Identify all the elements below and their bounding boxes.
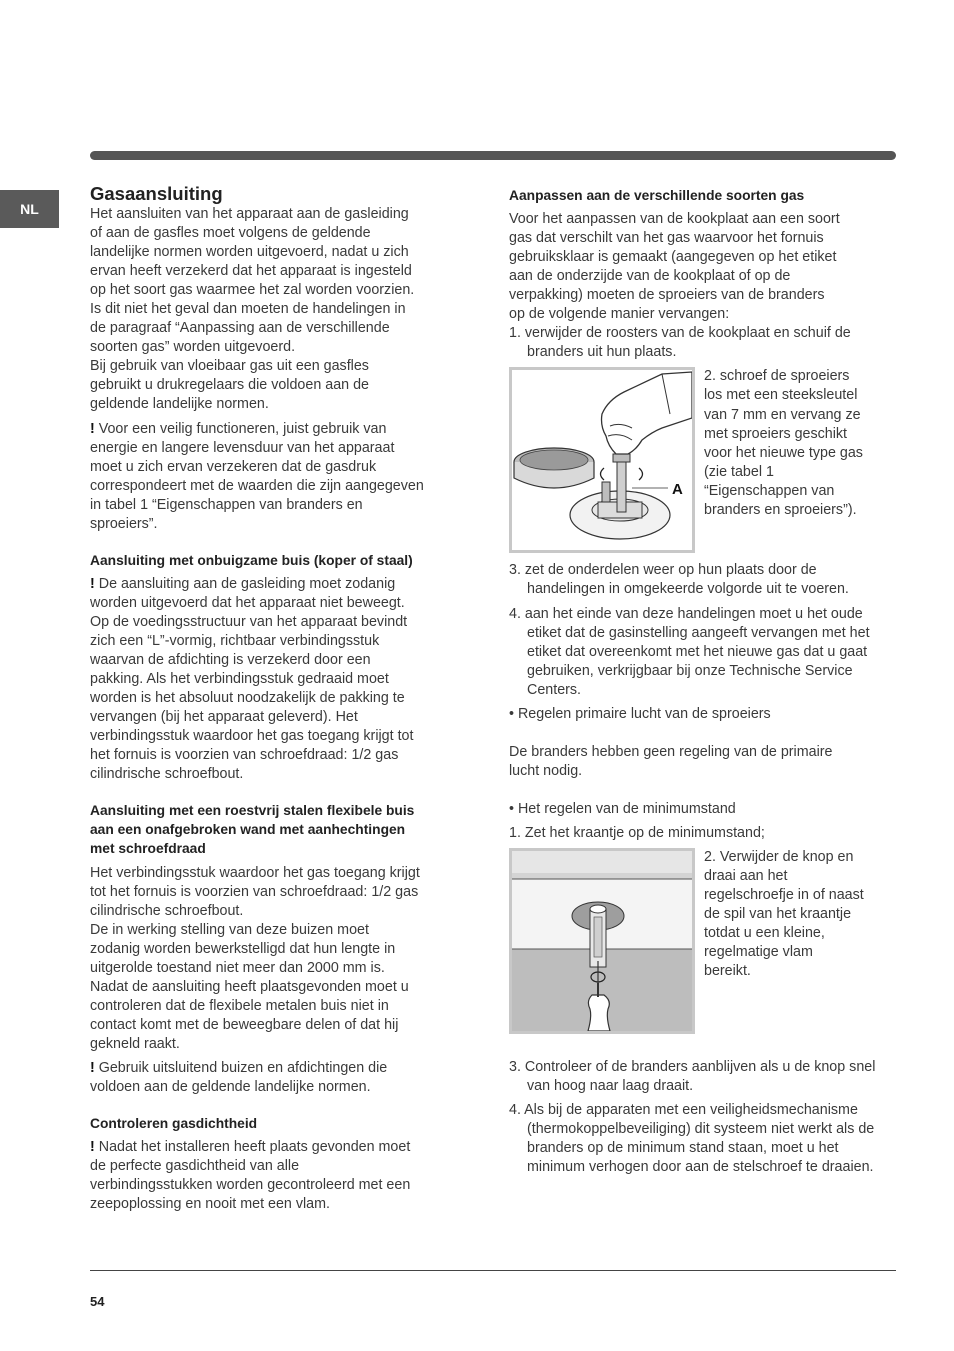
- text-line: gekneld raakt.: [90, 1035, 180, 1052]
- text-line: of aan de gasfles moet volgens de geldende: [90, 225, 371, 242]
- section-rigid-body: [90, 575, 466, 785]
- text-line: (zie tabel 1: [704, 463, 774, 480]
- page-number: 54: [90, 1294, 105, 1309]
- text-line: 2. Verwijder de knop en: [704, 848, 854, 865]
- valve-drawing: [512, 851, 692, 1031]
- min-step-3: 3. Controleer of de branders aanblijven als u de knop snel van hoog naar laag draait.: [509, 1058, 876, 1095]
- text-line: worden uitgevoerd dat het apparaat niet beweegt.: [90, 594, 405, 611]
- text-line: Is dit niet het geval dan moeten de handelingen in: [90, 301, 406, 318]
- text-line: cilindrische schroefbout.: [90, 902, 244, 919]
- text-line: cilindrische schroefbout.: [90, 766, 244, 783]
- text-line: zeepoplossing en nooit met een vlam.: [90, 1196, 331, 1213]
- warning-pressure: [90, 420, 466, 534]
- text-fragment: De aansluiting aan de gasleiding moet zodanig: [94, 575, 396, 592]
- text-line: op de volgende manier vervangen:: [509, 306, 730, 323]
- text-line: het fornuis is voorzien van schroefdraad: 1/2 gas: [90, 747, 399, 764]
- text-line: regelmatige vlam: [704, 944, 813, 961]
- text-line: draai aan het: [704, 868, 788, 885]
- text-line: zodanig worden bewerkstelligd dat hun lengte in: [90, 940, 396, 957]
- text-line: De in werking stelling van deze buizen moet: [90, 921, 369, 938]
- section-heading-gas-types: Aanpassen aan de verschillende soorten gas: [509, 188, 805, 203]
- primary-air-note: [509, 743, 894, 781]
- valve-illustration: [509, 848, 695, 1034]
- text-line: los met een steeksleutel: [704, 387, 858, 404]
- page-title: Gasaansluiting: [90, 183, 223, 204]
- text-line: [90, 575, 466, 594]
- valve-figure-row: [509, 848, 894, 1034]
- step-2: [704, 367, 894, 553]
- text-line: Het aansluiten van het apparaat aan de gasleiding: [90, 206, 409, 222]
- text-line: [90, 1059, 466, 1078]
- left-column: [90, 183, 466, 1214]
- text-line: ervan heeft verzekerd dat het apparaat is ingesteld: [90, 263, 412, 280]
- text-line: Op de voedingsstructuur van het apparaat bevindt: [90, 613, 408, 630]
- section-heading-flexible: [90, 801, 466, 858]
- text-line: correspondeert met de waarden die zijn aangegeven: [90, 477, 424, 494]
- text-line: sproeiers”.: [90, 515, 158, 532]
- text-line: aan de onderzijde van de kookplaat of op de: [509, 268, 791, 285]
- text-line: pakking. Als het verbindingsstuk gedraaid moet: [90, 671, 389, 688]
- min-step-4: 4. Als bij de apparaten met een veiligheidsmechanisme (thermokoppelbeveiliging) dit systeem niet werkt als de branders op de minimum stand staan, moet u het minimum verhogen door aan de stelschroef te draaien.: [509, 1102, 875, 1176]
- heading-line: aan een onafgebroken wand met aanhechtingen: [90, 822, 406, 838]
- right-column: [509, 183, 894, 1177]
- text-line: in tabel 1 “Eigenschappen van branders en: [90, 496, 363, 513]
- text-line: gebruikt u drukregelaars die voldoen aan de: [90, 377, 369, 394]
- text-line: De branders hebben geen regeling van de primaire: [509, 743, 833, 760]
- text-line: Voor het aanpassen van de kookplaat aan een soort: [509, 211, 840, 228]
- text-line: energie en langere levensduur van het apparaat: [90, 439, 395, 456]
- section-flexible-body: [90, 864, 466, 1054]
- step-1: 1. verwijder de roosters van de kookplaat en schuif de branders uit hun plaats.: [509, 325, 851, 361]
- text-line: regelschroefje in of naast: [704, 887, 864, 904]
- text-line: de spil van het kraantje: [704, 906, 852, 923]
- warning-mark: !: [90, 575, 95, 592]
- text-line: tot het fornuis is voorzien van schroefdraad: 1/2 gas: [90, 883, 419, 900]
- section-heading-rigid: Aansluiting met onbuigzame buis (koper of staal): [90, 552, 413, 568]
- nozzle-figure-row: [509, 367, 894, 553]
- text-line: de paragraaf “Aanpassing aan de verschillende: [90, 320, 390, 337]
- warning-standards: [90, 1059, 466, 1097]
- step-3: 3. zet de onderdelen weer op hun plaats door de handelingen in omgekeerde volgorde uit te voeren.: [509, 562, 849, 598]
- gas-types-intro: [509, 210, 894, 324]
- text-line: de perfecte gasdichtheid van alle: [90, 1158, 300, 1175]
- text-line: controleren dat de flexibele metalen buis niet in: [90, 997, 389, 1014]
- header-rule: [90, 151, 896, 160]
- text-line: “Eigenschappen van: [704, 482, 835, 499]
- text-line: op het soort gas waarmee het zal worden voorzien.: [90, 282, 415, 299]
- text-line: contact komt met de beweegbare delen of dat hij: [90, 1016, 399, 1033]
- text-line: zich een “L”-vormig, richtbaar verbindingsstuk: [90, 632, 380, 649]
- nozzle-illustration: [509, 367, 695, 553]
- figure-label-a: A: [672, 481, 683, 499]
- text-line: soorten gas” worden uitgevoerd.: [90, 339, 296, 356]
- language-label: NL: [20, 201, 39, 217]
- text-line: branders en sproeiers”).: [704, 501, 857, 518]
- text-line: voor het nieuwe type gas: [704, 444, 863, 461]
- text-line: moet u zich ervan verzekeren dat de gasdruk: [90, 458, 377, 475]
- text-fragment: Gebruik uitsluitend buizen en afdichtingen die: [94, 1059, 388, 1076]
- nozzle-drawing: [512, 370, 692, 550]
- language-tab: [0, 190, 59, 228]
- text-line: landelijke normen worden uitgevoerd, nadat u zich: [90, 244, 409, 261]
- text-line: verbindingsstuk waardoor het gas toegang krijgt tot: [90, 728, 414, 745]
- text-line: waarvan de afdichting is verzekerd door een: [90, 652, 371, 669]
- text-line: met sproeiers geschikt: [704, 425, 848, 442]
- text-line: gebruiksklaar is gemaakt (aangegeven op het etiket: [509, 249, 837, 266]
- text-line: bereikt.: [704, 963, 751, 980]
- text-line: gas dat verschilt van het gas waarvoor het fornuis: [509, 230, 824, 247]
- footer-rule: [90, 1270, 896, 1271]
- section-heading-check: Controleren gasdichtheid: [90, 1116, 258, 1132]
- text-line: vervangen (bij het apparaat geleverd). Het: [90, 709, 358, 726]
- min-step-1: 1. Zet het kraantje op de minimumstand;: [509, 824, 765, 841]
- text-line: geldende landelijke normen.: [90, 396, 269, 413]
- text-fragment: Nadat het installeren heeft plaats gevonden moet: [94, 1139, 411, 1156]
- bullet-primary-air: • Regelen primaire lucht van de sproeiers: [509, 705, 771, 722]
- text-line: [90, 420, 466, 439]
- text-line: worden is het absoluut noodzakelijk de pakking te: [90, 690, 405, 707]
- text-line: totdat u een kleine,: [704, 925, 825, 942]
- min-step-2: [704, 848, 894, 1034]
- text-line: verpakking) moeten de sproeiers van de branders: [509, 287, 825, 304]
- bullet-minimum: • Het regelen van de minimumstand: [509, 800, 736, 817]
- section-check-body: [90, 1138, 466, 1214]
- warning-mark: !: [90, 1139, 95, 1156]
- text-line: van 7 mm en vervang ze: [704, 406, 861, 423]
- text-fragment: Voor een veilig functioneren, juist gebruik van: [94, 420, 387, 437]
- text-line: verbindingsstukken worden gecontroleerd met een: [90, 1177, 411, 1194]
- heading-line: met schroefdraad: [90, 841, 206, 857]
- warning-mark: !: [90, 1059, 95, 1076]
- text-line: 2. schroef de sproeiers: [704, 368, 850, 385]
- text-line: Het verbindingsstuk waardoor het gas toegang krijgt: [90, 864, 420, 881]
- intro-paragraph: [90, 205, 466, 415]
- text-line: Nadat de aansluiting heeft plaatsgevonden moet u: [90, 978, 409, 995]
- step-4: 4. aan het einde van deze handelingen moet u het oude etiket dat de gasinstelling aangeeft vervangen met het etiket dat overeenkomt met het nieuwe gas dat u gaat gebruiken, verkrijgbaar bij onze Technische Service Centers.: [509, 605, 870, 698]
- warning-mark: !: [90, 420, 95, 437]
- text-line: uitgerolde toestand niet meer dan 2000 mm is.: [90, 959, 385, 976]
- heading-line: Aansluiting met een roestvrij stalen flexibele buis: [90, 803, 415, 819]
- text-line: Bij gebruik van vloeibaar gas uit een gasfles: [90, 358, 369, 375]
- text-line: [90, 1138, 466, 1157]
- text-line: voldoen aan de geldende landelijke normen.: [90, 1079, 371, 1096]
- text-line: lucht nodig.: [509, 762, 583, 779]
